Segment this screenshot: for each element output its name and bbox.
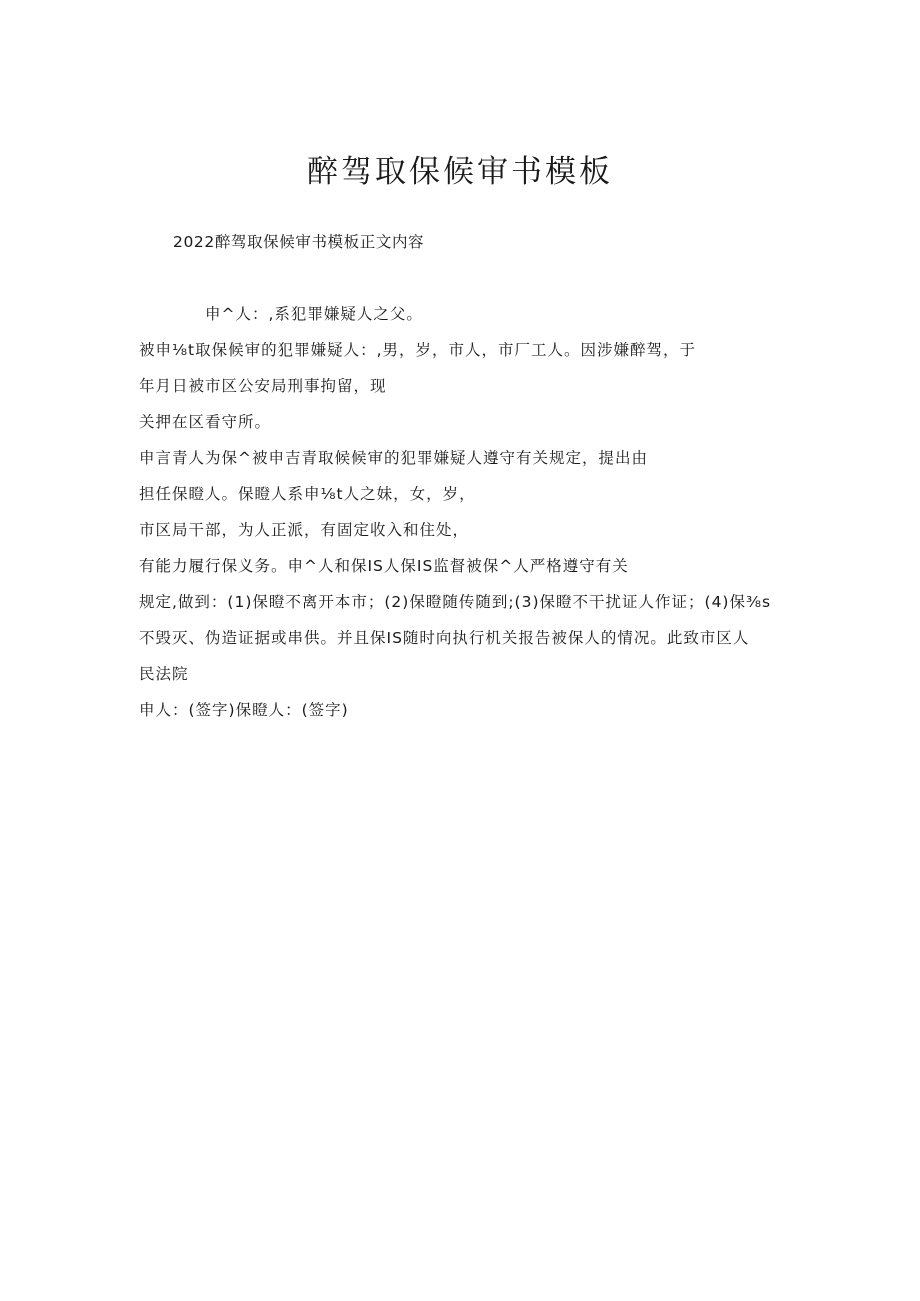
document-title: 醉驾取保候审书模板 bbox=[307, 154, 613, 190]
body-line-obligation: 有能力履行保义务。申^人和保IS人保IS监督被保^人严格遵守有关 bbox=[139, 557, 629, 575]
body-line-applicant: 申^人：,系犯罪嫌疑人之父。 bbox=[205, 305, 423, 323]
body-line-conditions: 规定,做到：(1)保瞪不离开本市；(2)保瞪随传随到;(3)保瞪不干扰证人作证；(4)保⅜s bbox=[139, 593, 772, 611]
signature-line: 申人：(签字)保瞪人：(签字) bbox=[139, 701, 349, 719]
body-line-guarantor-job: 市区局干部，为人正派，有固定收入和住处， bbox=[139, 521, 470, 539]
body-line-evidence: 不毁灭、伪造证据或串供。并且保IS随时向执行机关报告被保人的情况。此致市区人 bbox=[139, 629, 750, 647]
body-line-court: 民法院 bbox=[139, 665, 189, 683]
body-line-guarantor: 担任保瞪人。保瞪人系申⅛t人之妹，女，岁， bbox=[139, 485, 476, 503]
body-line-detention-place: 关押在区看守所。 bbox=[139, 413, 272, 431]
body-line-request: 申言青人为保^被申吉青取候候审的犯罪嫌疑人遵守有关规定，提出由 bbox=[139, 449, 648, 467]
document-subtitle: 2022醉驾取保候审书模板正文内容 bbox=[173, 233, 425, 251]
body-line-detention-date: 年月日被市区公安局刑事拘留，现 bbox=[139, 377, 387, 395]
body-line-suspect: 被申⅛t取保候审的犯罪嫌疑人：,男，岁，市人，市厂工人。因涉嫌醉驾，于 bbox=[139, 341, 697, 359]
